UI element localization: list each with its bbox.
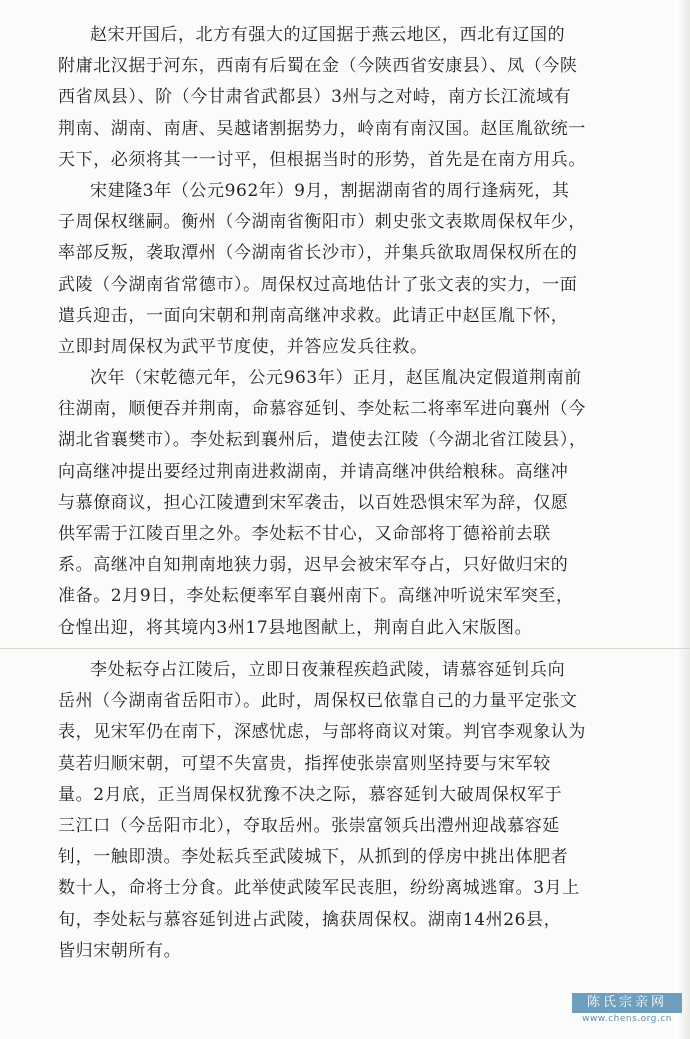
text-line: 表，见宋军仍在南下，深感忧虑，与部将商议对策。判官李观象认为 [58,722,586,743]
text-line: 与慕僚商议，担心江陵遭到宋军袭击，以百姓恐惧宋军为辞，仅愿 [58,492,569,513]
text-line: 天下，必须将其一一讨平，但根据当时的形势，首先是在南方用兵。 [58,149,586,170]
page-edge-shadow [676,0,690,1039]
watermark-title: 陈氏宗亲网 [572,993,682,1013]
text-line: 武陵（今湖南省常德市）。周保权过高地估计了张文表的实力，一面 [58,274,578,295]
text-line: 向高继冲提出要经过荆南进救湖南，并请高继冲供给粮秣。高继冲 [58,461,569,482]
text-line: 旬，李处耘与慕容延钊进占武陵，擒获周保权。湖南14州26县， [58,909,562,930]
text-block-upper [58,20,658,644]
text-line: 立即封周保权为武平节度使，并答应发兵往救。 [58,336,428,357]
text-line: 仓惶出迎，将其境内3州17县地图献上，荆南自此入宋版图。 [58,617,533,638]
text-line: 李处耘夺占江陵后，立即日夜兼程疾趋武陵，请慕容延钊兵向 [90,660,566,680]
text-line: 次年（宋乾德元年，公元963年）正月，赵匡胤决定假道荆南前 [90,368,582,389]
text-line: 湖北省襄樊市）。李处耘到襄州后，遣使去江陵（今湖北省江陵县）， [58,430,587,451]
text-line: 数十人，命将士分食。此举使武陵军民丧胆，纷纷离城逃窜。3月上 [58,878,580,899]
text-line: 系。高继冲自知荆南地狭力弱，迟早会被宋军夺占，只好做归宋的 [58,555,569,576]
text-line: 钊，一触即溃。李处耘兵至武陵城下，从抓到的俘房中挑出体肥者 [58,847,569,868]
text-line: 准备。2月9日，李处耘便率军自襄州南下。高继冲听说宋军突至， [58,586,574,607]
text-line: 往湖南，顺便吞并荆南，命慕容延钊、李处耘二将率军进向襄州（今 [58,399,586,420]
text-line: 子周保权继嗣。衡州（今湖南省衡阳市）刺史张文表欺周保权年少， [58,212,586,233]
text-line: 遣兵迎击，一面向宋朝和荆南高继冲求救。此请正中赵匡胤下怀， [58,305,569,326]
watermark-url: www.chens.org.cn [582,1014,672,1024]
text-line: 供军需于江陵百里之外。李处耘不甘心，又命部将丁德裕前去联 [58,524,551,544]
site-watermark [572,993,682,1025]
text-line: 西省凤县）、阶（今甘肃省武都县）3州与之对峙，南方长江流域有 [58,87,572,108]
text-line: 赵宋开国后，北方有强大的辽国据于燕云地区，西北有辽国的 [90,25,566,45]
text-line: 宋建隆3年（公元962年）9月，割据湖南省的周行逢病死，其 [90,180,570,201]
text-block-lower [58,655,658,967]
text-line: 量。2月底，正当周保权犹豫不决之际，慕容延钊大破周保权军于 [58,784,563,805]
text-line: 荆南、湖南、南唐、吴越诸割据势力，岭南有南汉国。赵匡胤欲统一 [58,118,586,139]
text-line: 莫若归顺宋朝，可望不失富贵，指挥使张崇富则坚持要与宋军较 [58,753,551,774]
scan-seam-divider [0,648,690,649]
text-line: 率部反叛，袭取潭州（今湖南省长沙市），并集兵欲取周保权所在的 [58,243,578,264]
text-line: 皆归宋朝所有。 [58,940,182,961]
text-line: 附庸北汉据于河东，西南有后蜀在金（今陕西省安康县）、凤（今陕 [58,56,578,77]
text-line: 岳州（今湖南省岳阳市）。此时，周保权已依靠自己的力量平定张文 [58,691,578,712]
text-line: 三江口（今岳阳市北），夺取岳州。张崇富领兵出澧州迎战慕容延 [58,815,560,836]
